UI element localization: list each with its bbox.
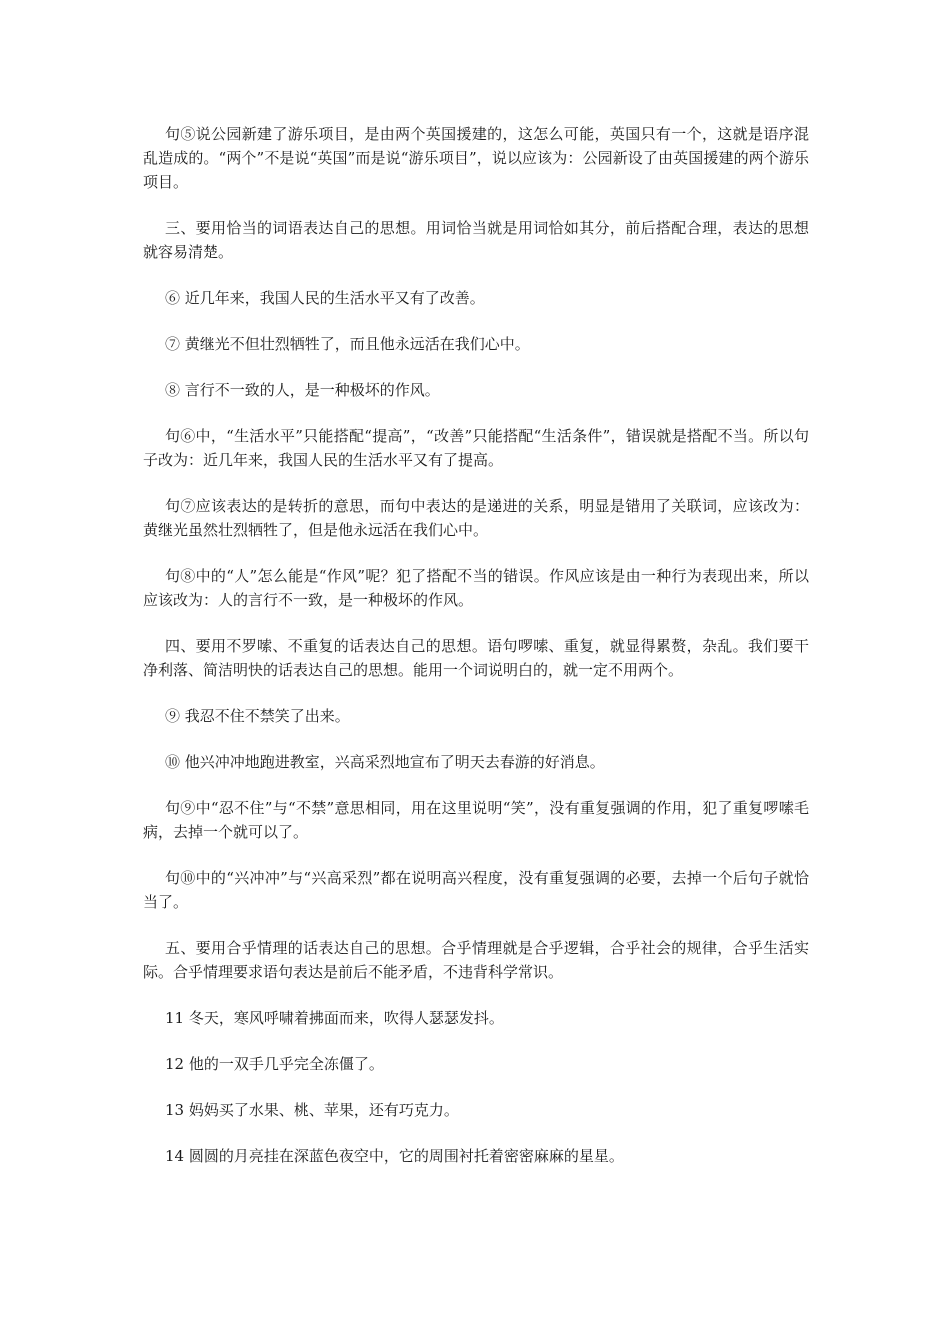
paragraph-explain-6: 句⑥中，“生活水平”只能搭配“提高”，“改善”只能搭配“生活条件”，错误就是搭配不当。所以句子改为：近几年来，我国人民的生活水平又有了提高。 bbox=[143, 427, 809, 469]
paragraph-section-4: 四、要用不罗嗦、不重复的话表达自己的思想。语句啰嗦、重复，就显得累赘，杂乱。我们要干净利落、简洁明快的话表达自己的思想。能用一个词说明白的，就一定不用两个。 bbox=[143, 637, 809, 679]
paragraph-explain-7: 句⑦应该表达的是转折的意思，而句中表达的是递进的关系，明显是错用了关联词，应该改为：黄继光虽然壮烈牺牲了，但是他永远活在我们心中。 bbox=[143, 497, 809, 539]
paragraph-example-9: ⑨ 我忍不住不禁笑了出来。 bbox=[165, 707, 350, 725]
paragraph-section-5: 五、要用合乎情理的话表达自己的思想。合乎情理就是合乎逻辑，合乎社会的规律，合乎生活实际。合乎情理要求语句表达是前后不能矛盾，不违背科学常识。 bbox=[143, 939, 809, 981]
paragraph-example-8: ⑧ 言行不一致的人，是一种极坏的作风。 bbox=[165, 381, 440, 399]
paragraph-explain-9: 句⑨中“忍不住”与“不禁”意思相同，用在这里说明“笑”，没有重复强调的作用，犯了重复啰嗦毛病，去掉一个就可以了。 bbox=[143, 799, 809, 841]
paragraph-example-7: ⑦ 黄继光不但壮烈牺牲了，而且他永远活在我们心中。 bbox=[165, 335, 530, 353]
paragraph-explain-8: 句⑧中的“人”怎么能是“作风”呢？犯了搭配不当的错误。作风应该是由一种行为表现出来，所以应该改为：人的言行不一致，是一种极坏的作风。 bbox=[143, 567, 809, 609]
paragraph-example-12: 12 他的一双手几乎完全冻僵了。 bbox=[165, 1055, 384, 1073]
paragraph-example-11: 11 冬天，寒风呼啸着拂面而来，吹得人瑟瑟发抖。 bbox=[165, 1009, 504, 1027]
document-body bbox=[143, 122, 809, 1168]
paragraph-section-3: 三、要用恰当的词语表达自己的思想。用词恰当就是用词恰如其分，前后搭配合理，表达的思想就容易清楚。 bbox=[143, 219, 809, 261]
paragraph-example-6: ⑥ 近几年来，我国人民的生活水平又有了改善。 bbox=[165, 289, 485, 307]
paragraph-explain-5: 句⑤说公园新建了游乐项目，是由两个英国援建的，这怎么可能，英国只有一个，这就是语序混乱造成的。“两个”不是说“英国”而是说“游乐项目”，说以应该为：公园新设了由英国援建的两个游乐项目。 bbox=[143, 125, 809, 191]
paragraph-example-10: ⑩ 他兴冲冲地跑进教室，兴高采烈地宣布了明天去春游的好消息。 bbox=[165, 753, 605, 771]
paragraph-example-13: 13 妈妈买了水果、桃、苹果，还有巧克力。 bbox=[165, 1101, 459, 1119]
paragraph-explain-10: 句⑩中的“兴冲冲”与“兴高采烈”都在说明高兴程度，没有重复强调的必要，去掉一个后句子就恰当了。 bbox=[143, 869, 809, 911]
paragraph-example-14: 14 圆圆的月亮挂在深蓝色夜空中，它的周围衬托着密密麻麻的星星。 bbox=[165, 1147, 624, 1165]
